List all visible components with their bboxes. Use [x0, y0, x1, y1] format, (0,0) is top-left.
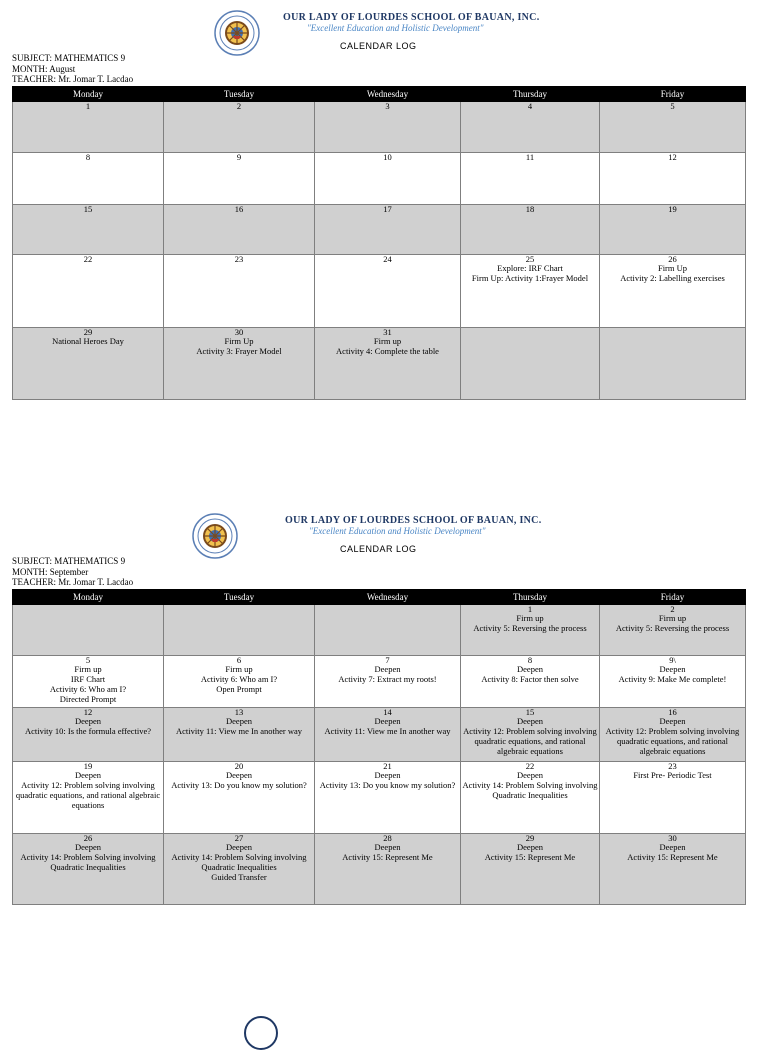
day-number: 29	[525, 833, 535, 843]
day-cell	[461, 761, 600, 833]
lesson-entry: National Heroes Day	[52, 336, 124, 347]
weekday-header: Tuesday	[164, 86, 315, 101]
week-row	[13, 761, 746, 833]
weekday-header: Wednesday	[315, 86, 461, 101]
day-cell	[13, 152, 164, 204]
lesson-entry: Activity 6: Who am I?	[49, 683, 127, 694]
lesson-entry: Activity 14: Problem Solving involving Quadratic Inequalities	[171, 852, 307, 872]
day-number: 26	[668, 254, 677, 264]
day-cell	[13, 101, 164, 152]
calendar-section-august	[12, 10, 745, 400]
day-cell	[461, 101, 600, 152]
day-number: 30	[234, 327, 244, 337]
lesson-entry: Activity 11: View me In another way	[324, 726, 451, 737]
day-number: 11	[525, 152, 535, 162]
day-number: 31	[383, 327, 392, 337]
week-row	[13, 707, 746, 761]
day-number: 8	[527, 655, 533, 665]
day-number: 1	[85, 101, 91, 111]
day-cell	[600, 761, 746, 833]
week-row	[13, 254, 746, 327]
week-row	[13, 152, 746, 204]
lesson-entry: Deepen	[517, 842, 543, 853]
day-cell	[461, 327, 600, 399]
lesson-entry: Deepen	[659, 664, 686, 675]
week-row	[13, 604, 746, 655]
day-cell	[461, 152, 600, 204]
week-row	[13, 833, 746, 904]
lesson-entry: Activity 15: Represent Me	[627, 852, 718, 863]
calendar-section-september	[12, 513, 745, 905]
day-number: 19	[83, 761, 93, 771]
lesson-entry: Activity 4: Complete the table	[336, 346, 439, 357]
day-cell	[600, 604, 746, 655]
lesson-entry: Deepen	[659, 842, 686, 853]
day-cell	[600, 655, 746, 707]
day-number: 22	[525, 761, 535, 771]
day-cell	[13, 707, 164, 761]
day-cell	[315, 604, 461, 655]
document-title: CALENDAR LOG	[340, 41, 417, 51]
lesson-entry: Firm Up	[657, 263, 688, 274]
day-number: 15	[83, 204, 93, 214]
day-cell	[13, 655, 164, 707]
lesson-entry: Activity 13: Do you know my solution?	[171, 780, 307, 791]
lesson-entry: Deepen	[226, 842, 252, 853]
school-name: OUR LADY OF LOURDES SCHOOL OF BAUAN, INC.	[285, 515, 542, 526]
calendar-body	[13, 604, 746, 904]
lesson-entry: Firm up	[74, 664, 102, 675]
school-seal-icon	[244, 1016, 278, 1050]
day-cell	[164, 327, 315, 399]
day-number: 24	[383, 254, 392, 264]
day-number: 16	[668, 707, 677, 717]
day-cell	[315, 204, 461, 254]
day-cell	[461, 604, 600, 655]
day-cell	[164, 101, 315, 152]
lesson-entry: IRF Chart	[70, 674, 106, 685]
lesson-entry: Firm up	[516, 613, 544, 624]
day-number: 12	[668, 152, 677, 162]
day-number: 12	[83, 707, 93, 717]
lesson-entry: Activity 10: Is the formula effective?	[24, 726, 152, 737]
class-info	[12, 53, 745, 85]
lesson-entry: Deepen	[374, 664, 401, 675]
week-row	[13, 655, 746, 707]
lesson-entry: Activity 12: Problem solving involving quadratic equations, and rational algebraic equations	[15, 780, 161, 810]
day-cell	[13, 604, 164, 655]
day-cell	[13, 327, 164, 399]
lesson-entry: Guided Transfer	[211, 871, 267, 882]
day-cell	[461, 707, 600, 761]
day-cell	[461, 204, 600, 254]
lesson-entry: Activity 3: Frayer Model	[196, 346, 282, 357]
lesson-entry: Directed Prompt	[59, 693, 117, 704]
day-number: 14	[383, 707, 392, 717]
day-cell	[600, 833, 746, 904]
lesson-entry: Activity 6: Who am I?	[200, 674, 278, 685]
day-cell	[164, 833, 315, 904]
weekday-header: Monday	[13, 589, 164, 604]
lesson-entry: Explore: IRF Chart	[497, 263, 563, 274]
month-line: MONTH: August	[12, 63, 76, 74]
month-line: MONTH: September	[12, 566, 89, 577]
day-cell	[315, 152, 461, 204]
teacher-line: TEACHER: Mr. Jomar T. Lacdao	[12, 577, 134, 587]
day-cell	[600, 152, 746, 204]
document-title: CALENDAR LOG	[340, 544, 417, 554]
day-number: 5	[670, 101, 675, 111]
school-seal-icon	[214, 10, 260, 56]
lesson-entry: Activity 12: Problem solving involving quadratic equations, and rational algebraic equations	[605, 726, 740, 756]
weekday-header: Wednesday	[315, 589, 461, 604]
lesson-entry: Deepen	[226, 770, 252, 781]
day-cell	[461, 833, 600, 904]
day-cell	[315, 655, 461, 707]
lesson-entry: Open Prompt	[216, 683, 262, 694]
school-motto: "Excellent Education and Holistic Development"	[307, 23, 484, 33]
day-number: 29	[83, 327, 93, 337]
lesson-entry: Activity 2: Labelling exercises	[620, 273, 725, 284]
page-header	[12, 513, 745, 559]
lesson-entry: Activity 5: Reversing the process	[615, 623, 730, 634]
day-number: 7	[385, 655, 390, 665]
day-cell	[315, 707, 461, 761]
day-cell	[600, 204, 746, 254]
day-number: 28	[383, 833, 392, 843]
day-number: 3	[385, 101, 390, 111]
day-number: 10	[383, 152, 392, 162]
day-cell	[600, 707, 746, 761]
week-row	[13, 204, 746, 254]
calendar-table	[12, 589, 746, 905]
day-cell	[164, 254, 315, 327]
page-header	[12, 10, 745, 56]
day-cell	[164, 707, 315, 761]
day-cell	[13, 204, 164, 254]
weekday-header-row	[13, 589, 746, 604]
day-number: 19	[668, 204, 677, 214]
lesson-entry: Firm Up: Activity 1:Frayer Model	[471, 273, 589, 284]
lesson-entry: Activity 14: Problem Solving involving Quadratic Inequalities	[20, 852, 156, 872]
lesson-entry: Activity 15: Represent Me	[484, 852, 576, 863]
day-cell	[600, 327, 746, 399]
day-cell	[164, 204, 315, 254]
lesson-entry: Activity 15: Represent Me	[342, 852, 433, 863]
lesson-entry: Deepen	[374, 770, 401, 781]
day-cell	[164, 604, 315, 655]
lesson-entry: First Pre- Periodic Test	[633, 770, 712, 781]
day-cell	[164, 152, 315, 204]
lesson-entry: Deepen	[517, 664, 543, 675]
day-number: 27	[234, 833, 244, 843]
lesson-entry: Activity 8: Factor then solve	[481, 674, 579, 685]
day-cell	[461, 254, 600, 327]
day-number: 23	[234, 254, 244, 264]
day-number: 9	[236, 152, 242, 162]
class-info	[12, 556, 745, 588]
lesson-entry: Firm up	[373, 336, 402, 347]
day-cell	[13, 761, 164, 833]
day-number: 2	[670, 604, 675, 614]
lesson-entry: Deepen	[75, 842, 101, 853]
calendar-table	[12, 86, 746, 400]
weekday-header: Tuesday	[164, 589, 315, 604]
day-number: 26	[83, 833, 93, 843]
lesson-entry: Firm Up	[224, 336, 254, 347]
lesson-entry: Firm up	[658, 613, 687, 624]
weekday-header: Friday	[600, 86, 746, 101]
day-cell	[600, 101, 746, 152]
day-cell	[164, 761, 315, 833]
lesson-entry: Deepen	[75, 716, 101, 727]
lesson-entry: Deepen	[75, 770, 101, 781]
calendar-body	[13, 101, 746, 399]
week-row	[13, 101, 746, 152]
day-cell	[315, 833, 461, 904]
day-number: 22	[83, 254, 93, 264]
subject-line: SUBJECT: MATHEMATICS 9	[12, 556, 126, 566]
day-number: 20	[234, 761, 244, 771]
lesson-entry: Activity 9: Make Me complete!	[618, 674, 727, 685]
week-row	[13, 327, 746, 399]
weekday-header: Friday	[600, 589, 746, 604]
lesson-entry: Activity 12: Problem solving involving quadratic equations, and rational algebraic equations	[463, 726, 597, 756]
day-cell	[315, 761, 461, 833]
day-cell	[164, 655, 315, 707]
weekday-header: Monday	[13, 86, 164, 101]
lesson-entry: Activity 11: View me In another way	[175, 726, 302, 737]
lesson-entry: Firm up	[225, 664, 253, 675]
day-number: 15	[525, 707, 535, 717]
day-cell	[315, 327, 461, 399]
day-cell	[13, 833, 164, 904]
day-number: 23	[668, 761, 677, 771]
day-number: 5	[85, 655, 91, 665]
day-number: 16	[234, 204, 244, 214]
lesson-entry: Deepen	[517, 770, 543, 781]
weekday-header: Thursday	[461, 589, 600, 604]
school-name: OUR LADY OF LOURDES SCHOOL OF BAUAN, INC.	[283, 12, 540, 23]
day-cell	[315, 101, 461, 152]
school-seal-icon	[192, 513, 238, 559]
day-number: 18	[525, 204, 535, 214]
lesson-entry: Activity 7: Extract my roots!	[338, 674, 437, 685]
lesson-entry: Deepen	[517, 716, 543, 727]
weekday-header: Thursday	[461, 86, 600, 101]
lesson-entry: Deepen	[226, 716, 252, 727]
day-number: 13	[234, 707, 244, 717]
subject-line: SUBJECT: MATHEMATICS 9	[12, 53, 126, 63]
day-number: 8	[85, 152, 91, 162]
day-number: 30	[668, 833, 677, 843]
lesson-entry: Deepen	[659, 716, 686, 727]
day-number: 17	[383, 204, 392, 214]
day-cell	[461, 655, 600, 707]
day-number: 25	[525, 254, 535, 264]
teacher-line: TEACHER: Mr. Jomar T. Lacdao	[12, 74, 134, 84]
day-number: 6	[236, 655, 242, 665]
day-cell	[13, 254, 164, 327]
day-number: 4	[527, 101, 533, 111]
weekday-header-row	[13, 86, 746, 101]
lesson-entry: Activity 14: Problem Solving involving Quadratic Inequalities	[462, 780, 598, 800]
lesson-entry: Deepen	[374, 842, 401, 853]
day-number: 21	[383, 761, 392, 771]
day-cell	[600, 254, 746, 327]
lesson-entry: Activity 13: Do you know my solution?	[319, 780, 456, 791]
day-number: 1	[527, 604, 533, 614]
day-number: 9\	[669, 655, 676, 665]
lesson-entry: Deepen	[374, 716, 401, 727]
day-cell	[315, 254, 461, 327]
day-number: 2	[236, 101, 242, 111]
school-motto: "Excellent Education and Holistic Development"	[309, 526, 486, 536]
lesson-entry: Activity 5: Reversing the process	[473, 623, 587, 634]
